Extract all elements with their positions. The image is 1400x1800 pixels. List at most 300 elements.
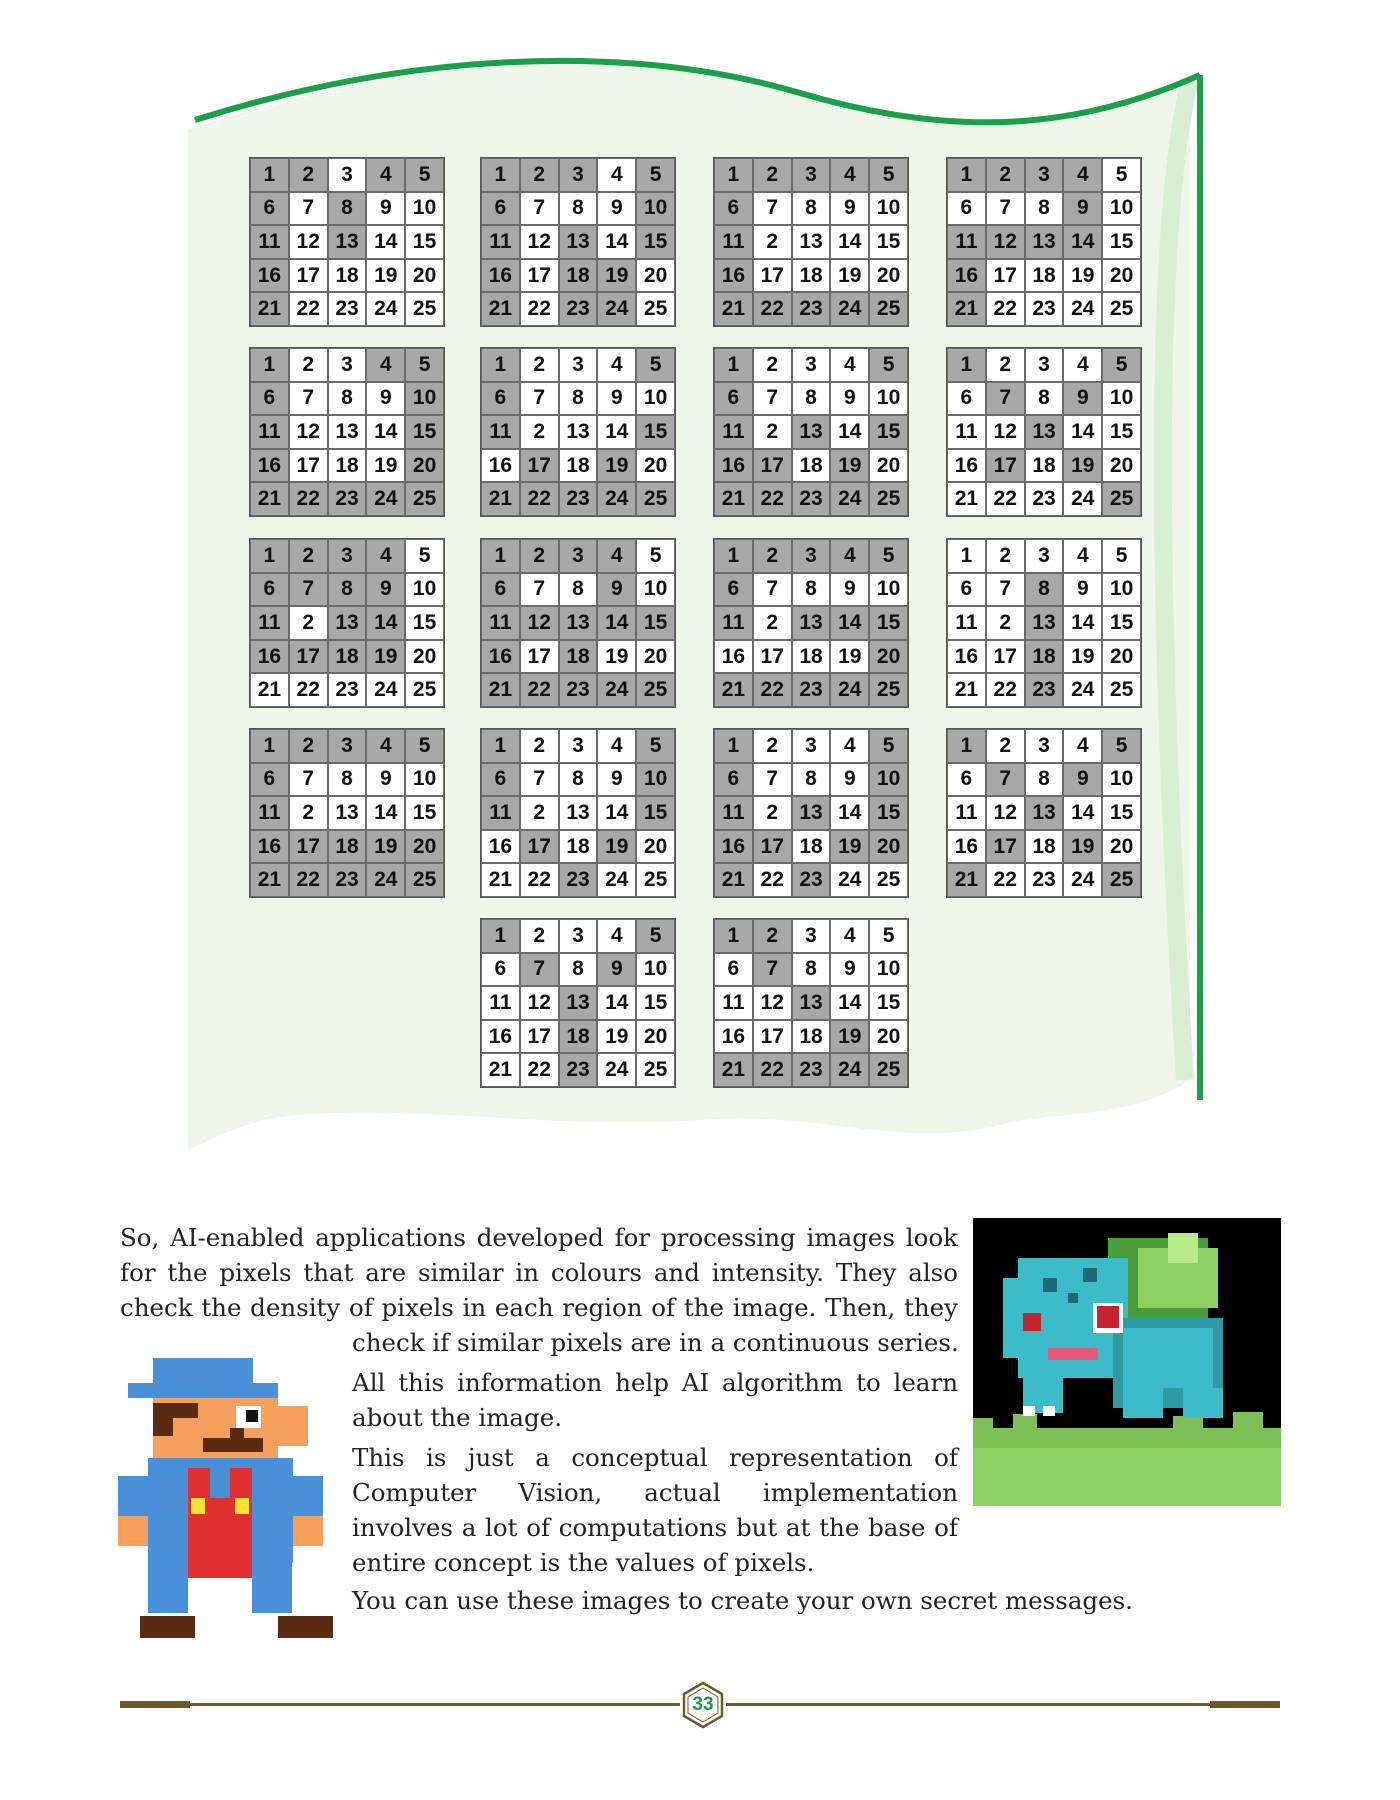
grid-cell: 4 [830,348,869,382]
grid-cell: 25 [869,863,908,897]
grid-cell: 10 [405,382,444,416]
grid-cell: 2 [986,539,1025,573]
grid-cell: 25 [1102,482,1141,516]
grid-cell: 4 [597,348,636,382]
grid-cell: 10 [1102,763,1141,797]
grid-cell: 16 [481,1020,520,1054]
grid-cell: 2 [753,158,792,192]
grid-cell: 20 [869,259,908,293]
body-line-4: check if similar pixels are in a continuous series. [352,1328,959,1357]
grid-cell: 13 [1025,606,1064,640]
pixel-art-creature-icon [973,1218,1281,1506]
grid-cell: 7 [520,382,559,416]
grid-cell: 17 [753,449,792,483]
grid-cell: 22 [986,863,1025,897]
grid-cell: 21 [481,863,520,897]
grid-cell: 25 [636,863,675,897]
grid-cell: 8 [792,763,831,797]
grid-cell: 5 [1102,158,1141,192]
grid-cell: 1 [947,348,986,382]
grid-cell: 24 [366,482,405,516]
grid-cell: 18 [559,449,598,483]
number-grid [946,157,1142,327]
grid-cell: 3 [559,158,598,192]
grid-cell: 2 [986,348,1025,382]
grid-cell: 6 [250,573,289,607]
grid-cell: 8 [792,382,831,416]
grid-cell: 5 [869,729,908,763]
grid-cell: 5 [869,158,908,192]
grid-cell: 4 [366,348,405,382]
grid-cell: 6 [947,763,986,797]
grid-cell: 2 [753,919,792,953]
grid-cell: 21 [250,863,289,897]
grid-cell: 8 [559,192,598,226]
grid-cell: 1 [714,348,753,382]
grid-cell: 11 [250,415,289,449]
number-grid [480,347,676,517]
number-grid [480,918,676,1088]
grid-cell: 7 [753,573,792,607]
grid-cell: 15 [636,606,675,640]
grid-cell: 21 [250,673,289,707]
grid-cell: 2 [289,606,328,640]
grid-cell: 17 [753,259,792,293]
grid-cell: 22 [520,1053,559,1087]
grid-cell: 2 [520,348,559,382]
grid-cell: 22 [986,673,1025,707]
grid-cell: 7 [753,953,792,987]
grid-cell: 17 [520,830,559,864]
grid-cell: 15 [636,796,675,830]
number-grid [713,157,909,327]
grid-cell: 11 [947,606,986,640]
grid-cell: 17 [520,640,559,674]
footer-rule-right-cap [1210,1701,1280,1708]
grid-cell: 21 [947,292,986,326]
grid-cell: 20 [1102,449,1141,483]
grid-cell: 4 [597,158,636,192]
grid-cell: 21 [481,292,520,326]
grid-cell: 23 [559,1053,598,1087]
grid-cell: 17 [986,259,1025,293]
grid-cell: 25 [405,673,444,707]
grid-cell: 2 [986,729,1025,763]
grid-cell: 3 [559,348,598,382]
grid-cell: 13 [559,796,598,830]
grid-cell: 19 [366,259,405,293]
grid-cell: 7 [289,763,328,797]
grid-cell: 20 [405,640,444,674]
grid-cell: 5 [405,348,444,382]
grid-cell: 21 [481,1053,520,1087]
grid-cell: 19 [366,640,405,674]
grid-cell: 11 [714,415,753,449]
grid-cell: 24 [597,673,636,707]
grid-cell: 15 [1102,415,1141,449]
grid-cell: 6 [714,763,753,797]
grid-cell: 13 [792,986,831,1020]
grid-cell: 12 [986,225,1025,259]
grid-cell: 7 [289,573,328,607]
grid-cell: 19 [597,640,636,674]
grid-cell: 1 [481,729,520,763]
grid-cell: 14 [366,225,405,259]
grid-cell: 13 [1025,225,1064,259]
grid-cell: 23 [792,482,831,516]
grid-cell: 16 [714,640,753,674]
grid-cell: 1 [714,919,753,953]
grid-cell: 9 [597,953,636,987]
grid-cell: 7 [986,573,1025,607]
grid-cell: 21 [714,863,753,897]
body-line-1: So, AI-enabled applications developed for processing images look [120,1223,958,1252]
grid-cell: 17 [289,449,328,483]
grid-cell: 3 [559,729,598,763]
grid-cell: 6 [947,573,986,607]
grid-cell: 14 [597,225,636,259]
grid-cell: 12 [520,606,559,640]
grid-cell: 10 [636,763,675,797]
grid-cell: 18 [1025,449,1064,483]
grid-cell: 3 [328,158,367,192]
number-grid [713,538,909,708]
grid-cell: 4 [366,158,405,192]
grid-cell: 25 [405,863,444,897]
grid-cell: 14 [830,796,869,830]
number-grid [946,538,1142,708]
grid-cell: 20 [869,830,908,864]
grid-cell: 6 [947,192,986,226]
grid-cell: 3 [1025,158,1064,192]
grid-cell: 25 [636,1053,675,1087]
grid-cell: 1 [714,539,753,573]
grid-cell: 16 [714,1020,753,1054]
grid-cell: 6 [947,382,986,416]
grid-cell: 4 [830,539,869,573]
grid-cell: 18 [792,640,831,674]
grid-cell: 7 [986,382,1025,416]
grid-cell: 2 [986,158,1025,192]
grid-cell: 11 [481,415,520,449]
grid-cell: 1 [481,158,520,192]
grid-cell: 7 [520,763,559,797]
grid-cell: 15 [1102,796,1141,830]
grid-cell: 20 [1102,830,1141,864]
grid-cell: 23 [559,673,598,707]
grid-cell: 11 [481,606,520,640]
grid-cell: 25 [869,292,908,326]
grid-cell: 2 [753,606,792,640]
grid-cell: 14 [1063,415,1102,449]
grid-cell: 2 [289,796,328,830]
grid-cell: 2 [753,225,792,259]
grid-cell: 1 [947,729,986,763]
grid-cell: 13 [1025,415,1064,449]
grid-cell: 9 [830,573,869,607]
grid-cell: 15 [869,796,908,830]
grid-cell: 5 [636,729,675,763]
grid-cell: 25 [405,292,444,326]
number-grid [249,347,445,517]
grid-cell: 24 [830,673,869,707]
grid-cell: 23 [559,482,598,516]
grid-cell: 4 [366,729,405,763]
grid-cell: 10 [869,953,908,987]
grid-cell: 17 [520,259,559,293]
grid-cell: 17 [520,1020,559,1054]
grid-cell: 19 [830,830,869,864]
grid-cell: 1 [481,539,520,573]
body-line-10: entire concept is the values of pixels. [352,1548,815,1577]
grid-cell: 15 [869,415,908,449]
grid-cell: 14 [597,606,636,640]
grid-cell: 21 [714,482,753,516]
grid-cell: 6 [481,382,520,416]
grid-cell: 4 [597,729,636,763]
grid-cell: 20 [636,1020,675,1054]
grid-cell: 9 [1063,192,1102,226]
grid-cell: 17 [289,640,328,674]
grid-cell: 11 [481,225,520,259]
grid-cell: 10 [636,382,675,416]
grid-cell: 25 [1102,292,1141,326]
grid-cell: 16 [481,259,520,293]
grid-cell: 7 [520,192,559,226]
grid-cell: 21 [947,863,986,897]
grid-cell: 12 [289,415,328,449]
grid-cell: 8 [792,953,831,987]
grid-cell: 15 [405,796,444,830]
grid-cell: 19 [1063,259,1102,293]
grid-cell: 21 [250,292,289,326]
grid-cell: 24 [830,863,869,897]
grid-cell: 15 [636,986,675,1020]
grid-cell: 22 [986,482,1025,516]
grid-cell: 9 [830,763,869,797]
grid-cell: 18 [792,449,831,483]
grid-cell: 13 [792,796,831,830]
grid-cell: 17 [753,1020,792,1054]
grid-cell: 21 [714,1053,753,1087]
grid-cell: 17 [753,640,792,674]
grid-cell: 13 [792,225,831,259]
grid-cell: 6 [714,382,753,416]
grid-cell: 8 [1025,763,1064,797]
grid-cell: 25 [869,673,908,707]
grid-cell: 21 [947,482,986,516]
grid-cell: 11 [481,796,520,830]
grid-cell: 22 [753,673,792,707]
grid-cell: 19 [830,449,869,483]
grid-cell: 12 [520,986,559,1020]
grid-cell: 1 [481,348,520,382]
grid-cell: 7 [520,573,559,607]
number-grid [946,347,1142,517]
grid-cell: 15 [405,606,444,640]
grid-cell: 10 [636,573,675,607]
grid-cell: 2 [289,729,328,763]
grid-cell: 9 [597,573,636,607]
grid-cell: 9 [830,192,869,226]
grid-cell: 22 [520,292,559,326]
grid-cell: 5 [636,919,675,953]
grid-cell: 10 [636,953,675,987]
grid-cell: 23 [328,482,367,516]
grid-cell: 10 [869,382,908,416]
grid-cell: 23 [1025,292,1064,326]
grid-cell: 10 [869,763,908,797]
grid-cell: 13 [328,606,367,640]
number-grid [480,157,676,327]
grid-cell: 14 [1063,606,1102,640]
grid-cell: 11 [714,796,753,830]
grid-cell: 23 [792,292,831,326]
grid-cell: 11 [481,986,520,1020]
grid-cell: 9 [366,382,405,416]
grid-cell: 2 [986,606,1025,640]
grid-cell: 25 [636,292,675,326]
grid-cell: 5 [405,539,444,573]
grid-cell: 17 [986,640,1025,674]
grid-cell: 18 [1025,259,1064,293]
grid-cell: 1 [714,158,753,192]
grid-cell: 7 [289,382,328,416]
grid-cell: 23 [1025,482,1064,516]
grid-cell: 16 [250,259,289,293]
pixel-art-man-icon [118,1358,343,1648]
grid-cell: 22 [520,482,559,516]
grid-cell: 10 [405,573,444,607]
grid-cell: 24 [366,863,405,897]
grid-cell: 7 [986,192,1025,226]
grid-cell: 18 [328,259,367,293]
grid-cell: 1 [250,729,289,763]
body-line-5: All this information help AI algorithm to learn [352,1368,958,1397]
grid-cell: 1 [947,539,986,573]
grid-cell: 20 [405,449,444,483]
grid-cell: 14 [830,606,869,640]
grid-cell: 8 [559,573,598,607]
grid-cell: 19 [366,830,405,864]
number-grid [480,538,676,708]
grid-cell: 11 [714,986,753,1020]
grid-cell: 9 [830,382,869,416]
grid-cell: 14 [366,415,405,449]
grid-cell: 7 [753,382,792,416]
grid-cell: 22 [520,863,559,897]
grid-cell: 24 [1063,673,1102,707]
grid-cell: 15 [636,415,675,449]
grid-cell: 16 [947,640,986,674]
grid-cell: 6 [481,763,520,797]
grid-cell: 19 [597,259,636,293]
grid-cell: 3 [792,539,831,573]
grid-cell: 2 [753,539,792,573]
grid-cell: 15 [405,415,444,449]
number-grid [713,347,909,517]
grid-cell: 8 [328,763,367,797]
grid-cell: 1 [250,348,289,382]
grid-cell: 16 [250,830,289,864]
grid-cell: 18 [559,830,598,864]
grid-cell: 3 [792,158,831,192]
grid-cell: 23 [1025,673,1064,707]
grid-cell: 2 [520,729,559,763]
grid-cell: 23 [792,673,831,707]
grid-cell: 15 [869,986,908,1020]
body-line-2: for the pixels that are similar in colours and intensity. They also [120,1258,958,1287]
grid-cell: 8 [792,192,831,226]
grid-cell: 3 [328,539,367,573]
grid-cell: 4 [366,539,405,573]
grid-cell: 6 [714,192,753,226]
grid-cell: 18 [328,640,367,674]
grid-cell: 5 [869,348,908,382]
grid-cell: 6 [714,953,753,987]
grid-cell: 9 [366,192,405,226]
grid-cell: 3 [328,729,367,763]
grid-cell: 10 [636,192,675,226]
grid-cell: 9 [597,382,636,416]
grid-cell: 11 [714,606,753,640]
grid-cell: 2 [753,348,792,382]
grid-cell: 5 [636,539,675,573]
grid-cell: 20 [405,259,444,293]
grid-cell: 24 [1063,482,1102,516]
grid-cell: 23 [559,292,598,326]
grid-cell: 8 [1025,382,1064,416]
grid-cell: 14 [597,986,636,1020]
grid-cell: 15 [405,225,444,259]
grid-cell: 18 [792,1020,831,1054]
grid-cell: 4 [1063,158,1102,192]
grid-cell: 23 [328,673,367,707]
grid-cell: 9 [1063,763,1102,797]
grid-cell: 7 [986,763,1025,797]
grid-cell: 3 [792,919,831,953]
grid-cell: 15 [1102,225,1141,259]
grid-cell: 2 [520,415,559,449]
grid-cell: 2 [753,415,792,449]
grid-cell: 3 [792,729,831,763]
grid-cell: 1 [714,729,753,763]
grid-cell: 3 [1025,539,1064,573]
grid-cell: 5 [1102,729,1141,763]
grid-cell: 24 [597,1053,636,1087]
grid-cell: 18 [559,1020,598,1054]
grid-cell: 5 [1102,539,1141,573]
grid-cell: 15 [636,225,675,259]
grid-cell: 1 [250,539,289,573]
grid-cell: 21 [250,482,289,516]
grid-cell: 16 [481,830,520,864]
grid-cell: 8 [328,382,367,416]
grid-cell: 14 [830,986,869,1020]
number-grid [249,538,445,708]
grid-cell: 16 [947,449,986,483]
grid-cell: 14 [597,796,636,830]
grid-cell: 8 [328,192,367,226]
grid-cell: 18 [328,830,367,864]
grid-cell: 9 [597,763,636,797]
grid-cell: 9 [597,192,636,226]
number-grid [713,918,909,1088]
grid-cell: 12 [289,225,328,259]
grid-cell: 4 [830,729,869,763]
grid-cell: 24 [1063,292,1102,326]
grid-cell: 6 [481,192,520,226]
